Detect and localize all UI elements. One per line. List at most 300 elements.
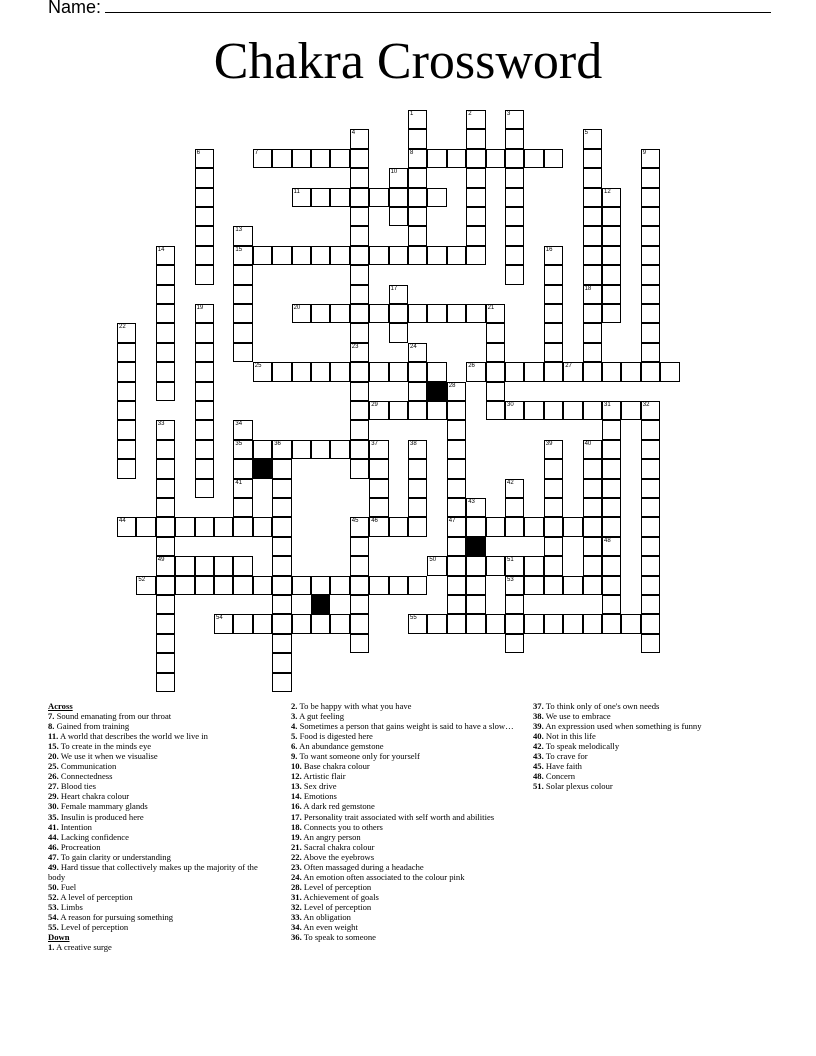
grid-cell[interactable] bbox=[117, 343, 136, 362]
grid-cell[interactable] bbox=[408, 304, 427, 323]
grid-cell[interactable] bbox=[311, 246, 330, 265]
grid-cell[interactable] bbox=[389, 168, 408, 187]
grid-cell[interactable] bbox=[369, 246, 388, 265]
grid-cell[interactable] bbox=[544, 440, 563, 459]
grid-cell[interactable] bbox=[175, 517, 194, 536]
grid-cell[interactable] bbox=[583, 129, 602, 148]
grid-cell[interactable] bbox=[156, 362, 175, 381]
grid-cell[interactable] bbox=[350, 401, 369, 420]
grid-cell[interactable] bbox=[583, 576, 602, 595]
grid-cell[interactable] bbox=[563, 614, 582, 633]
grid-cell[interactable] bbox=[563, 517, 582, 536]
grid-cell[interactable] bbox=[641, 576, 660, 595]
grid-cell[interactable] bbox=[466, 362, 485, 381]
grid-cell[interactable] bbox=[408, 246, 427, 265]
grid-cell[interactable] bbox=[486, 343, 505, 362]
grid-cell[interactable] bbox=[544, 401, 563, 420]
grid-cell[interactable] bbox=[195, 188, 214, 207]
grid-cell[interactable] bbox=[350, 168, 369, 187]
grid-cell[interactable] bbox=[350, 265, 369, 284]
grid-cell[interactable] bbox=[195, 517, 214, 536]
grid-cell[interactable] bbox=[253, 440, 272, 459]
grid-cell[interactable] bbox=[195, 323, 214, 342]
grid-cell[interactable] bbox=[602, 595, 621, 614]
grid-cell[interactable] bbox=[156, 576, 175, 595]
grid-cell[interactable] bbox=[292, 149, 311, 168]
grid-cell[interactable] bbox=[602, 265, 621, 284]
grid-cell[interactable] bbox=[466, 556, 485, 575]
grid-cell[interactable] bbox=[524, 614, 543, 633]
grid-cell[interactable] bbox=[330, 440, 349, 459]
grid-cell[interactable] bbox=[505, 362, 524, 381]
grid-cell[interactable] bbox=[544, 362, 563, 381]
grid-cell[interactable] bbox=[602, 362, 621, 381]
grid-cell[interactable] bbox=[233, 420, 252, 439]
grid-cell[interactable] bbox=[602, 479, 621, 498]
grid-cell[interactable] bbox=[466, 129, 485, 148]
grid-cell[interactable] bbox=[641, 459, 660, 478]
grid-cell[interactable] bbox=[602, 440, 621, 459]
grid-cell[interactable] bbox=[330, 304, 349, 323]
grid-cell[interactable] bbox=[583, 479, 602, 498]
grid-cell[interactable] bbox=[505, 576, 524, 595]
grid-cell[interactable] bbox=[253, 517, 272, 536]
grid-cell[interactable] bbox=[156, 323, 175, 342]
grid-cell[interactable] bbox=[641, 595, 660, 614]
grid-cell[interactable] bbox=[602, 576, 621, 595]
grid-cell[interactable] bbox=[272, 459, 291, 478]
grid-cell[interactable] bbox=[311, 304, 330, 323]
grid-cell[interactable] bbox=[447, 149, 466, 168]
grid-cell[interactable] bbox=[602, 614, 621, 633]
grid-cell[interactable] bbox=[350, 576, 369, 595]
grid-cell[interactable] bbox=[427, 304, 446, 323]
grid-cell[interactable] bbox=[505, 634, 524, 653]
grid-cell[interactable] bbox=[447, 595, 466, 614]
grid-cell[interactable] bbox=[466, 226, 485, 245]
grid-cell[interactable] bbox=[350, 614, 369, 633]
grid-cell[interactable] bbox=[350, 556, 369, 575]
grid-cell[interactable] bbox=[195, 265, 214, 284]
grid-cell[interactable] bbox=[272, 673, 291, 692]
grid-cell[interactable] bbox=[583, 614, 602, 633]
grid-cell[interactable] bbox=[350, 595, 369, 614]
grid-cell[interactable] bbox=[369, 362, 388, 381]
grid-cell[interactable] bbox=[524, 517, 543, 536]
grid-cell[interactable] bbox=[486, 362, 505, 381]
grid-cell[interactable] bbox=[156, 634, 175, 653]
grid-cell[interactable] bbox=[195, 226, 214, 245]
grid-cell[interactable] bbox=[563, 362, 582, 381]
grid-cell[interactable] bbox=[272, 149, 291, 168]
grid-cell[interactable] bbox=[641, 188, 660, 207]
grid-cell[interactable] bbox=[466, 614, 485, 633]
grid-cell[interactable] bbox=[233, 459, 252, 478]
grid-cell[interactable] bbox=[136, 576, 155, 595]
grid-cell[interactable] bbox=[330, 362, 349, 381]
grid-cell[interactable] bbox=[544, 149, 563, 168]
grid-cell[interactable] bbox=[641, 343, 660, 362]
grid-cell[interactable] bbox=[486, 401, 505, 420]
grid-cell[interactable] bbox=[505, 265, 524, 284]
grid-cell[interactable] bbox=[408, 401, 427, 420]
grid-cell[interactable] bbox=[544, 556, 563, 575]
grid-cell[interactable] bbox=[602, 459, 621, 478]
grid-cell[interactable] bbox=[447, 440, 466, 459]
grid-cell[interactable] bbox=[583, 207, 602, 226]
grid-cell[interactable] bbox=[350, 285, 369, 304]
grid-cell[interactable] bbox=[369, 440, 388, 459]
grid-cell[interactable] bbox=[641, 401, 660, 420]
grid-cell[interactable] bbox=[621, 401, 640, 420]
grid-cell[interactable] bbox=[233, 440, 252, 459]
grid-cell[interactable] bbox=[466, 576, 485, 595]
grid-cell[interactable] bbox=[660, 362, 679, 381]
grid-cell[interactable] bbox=[292, 188, 311, 207]
grid-cell[interactable] bbox=[389, 576, 408, 595]
grid-cell[interactable] bbox=[524, 149, 543, 168]
grid-cell[interactable] bbox=[330, 614, 349, 633]
grid-cell[interactable] bbox=[350, 304, 369, 323]
grid-cell[interactable] bbox=[156, 285, 175, 304]
grid-cell[interactable] bbox=[583, 517, 602, 536]
grid-cell[interactable] bbox=[505, 556, 524, 575]
grid-cell[interactable] bbox=[195, 479, 214, 498]
grid-cell[interactable] bbox=[117, 440, 136, 459]
grid-cell[interactable] bbox=[156, 440, 175, 459]
grid-cell[interactable] bbox=[641, 362, 660, 381]
grid-cell[interactable] bbox=[602, 246, 621, 265]
grid-cell[interactable] bbox=[330, 576, 349, 595]
grid-cell[interactable] bbox=[408, 207, 427, 226]
grid-cell[interactable] bbox=[641, 479, 660, 498]
grid-cell[interactable] bbox=[583, 265, 602, 284]
grid-cell[interactable] bbox=[466, 110, 485, 129]
grid-cell[interactable] bbox=[369, 576, 388, 595]
grid-cell[interactable] bbox=[350, 537, 369, 556]
grid-cell[interactable] bbox=[408, 517, 427, 536]
grid-cell[interactable] bbox=[641, 285, 660, 304]
grid-cell[interactable] bbox=[156, 459, 175, 478]
grid-cell[interactable] bbox=[466, 304, 485, 323]
grid-cell[interactable] bbox=[233, 285, 252, 304]
grid-cell[interactable] bbox=[408, 382, 427, 401]
grid-cell[interactable] bbox=[602, 401, 621, 420]
grid-cell[interactable] bbox=[544, 304, 563, 323]
grid-cell[interactable] bbox=[408, 362, 427, 381]
grid-cell[interactable] bbox=[156, 556, 175, 575]
grid-cell[interactable] bbox=[466, 188, 485, 207]
grid-cell[interactable] bbox=[466, 149, 485, 168]
grid-cell[interactable] bbox=[447, 304, 466, 323]
grid-cell[interactable] bbox=[156, 673, 175, 692]
grid-cell[interactable] bbox=[583, 246, 602, 265]
grid-cell[interactable] bbox=[156, 498, 175, 517]
grid-cell[interactable] bbox=[505, 479, 524, 498]
grid-cell[interactable] bbox=[427, 149, 446, 168]
grid-cell[interactable] bbox=[156, 653, 175, 672]
grid-cell[interactable] bbox=[641, 265, 660, 284]
grid-cell[interactable] bbox=[466, 595, 485, 614]
grid-cell[interactable] bbox=[583, 226, 602, 245]
grid-cell[interactable] bbox=[621, 362, 640, 381]
grid-cell[interactable] bbox=[583, 304, 602, 323]
grid-cell[interactable] bbox=[369, 517, 388, 536]
grid-cell[interactable] bbox=[272, 537, 291, 556]
grid-cell[interactable] bbox=[195, 556, 214, 575]
grid-cell[interactable] bbox=[195, 459, 214, 478]
grid-cell[interactable] bbox=[195, 207, 214, 226]
grid-cell[interactable] bbox=[350, 343, 369, 362]
grid-cell[interactable] bbox=[408, 343, 427, 362]
grid-cell[interactable] bbox=[156, 517, 175, 536]
grid-cell[interactable] bbox=[292, 362, 311, 381]
grid-cell[interactable] bbox=[389, 304, 408, 323]
grid-cell[interactable] bbox=[486, 304, 505, 323]
grid-cell[interactable] bbox=[505, 188, 524, 207]
grid-cell[interactable] bbox=[602, 556, 621, 575]
grid-cell[interactable] bbox=[214, 517, 233, 536]
grid-cell[interactable] bbox=[447, 382, 466, 401]
grid-cell[interactable] bbox=[602, 304, 621, 323]
grid-cell[interactable] bbox=[544, 576, 563, 595]
grid-cell[interactable] bbox=[350, 634, 369, 653]
grid-cell[interactable] bbox=[486, 556, 505, 575]
grid-cell[interactable] bbox=[369, 479, 388, 498]
grid-cell[interactable] bbox=[350, 440, 369, 459]
grid-cell[interactable] bbox=[602, 188, 621, 207]
grid-cell[interactable] bbox=[195, 362, 214, 381]
grid-cell[interactable] bbox=[563, 576, 582, 595]
grid-cell[interactable] bbox=[156, 246, 175, 265]
grid-cell[interactable] bbox=[233, 323, 252, 342]
grid-cell[interactable] bbox=[505, 129, 524, 148]
grid-cell[interactable] bbox=[350, 382, 369, 401]
grid-cell[interactable] bbox=[311, 614, 330, 633]
grid-cell[interactable] bbox=[156, 382, 175, 401]
grid-cell[interactable] bbox=[524, 362, 543, 381]
grid-cell[interactable] bbox=[330, 188, 349, 207]
grid-cell[interactable] bbox=[156, 420, 175, 439]
grid-cell[interactable] bbox=[466, 207, 485, 226]
grid-cell[interactable] bbox=[389, 362, 408, 381]
grid-cell[interactable] bbox=[195, 420, 214, 439]
grid-cell[interactable] bbox=[544, 537, 563, 556]
grid-cell[interactable] bbox=[350, 517, 369, 536]
grid-cell[interactable] bbox=[272, 576, 291, 595]
grid-cell[interactable] bbox=[544, 479, 563, 498]
grid-cell[interactable] bbox=[602, 517, 621, 536]
grid-cell[interactable] bbox=[311, 149, 330, 168]
grid-cell[interactable] bbox=[641, 420, 660, 439]
grid-cell[interactable] bbox=[408, 459, 427, 478]
grid-cell[interactable] bbox=[583, 323, 602, 342]
grid-cell[interactable] bbox=[175, 556, 194, 575]
grid-cell[interactable] bbox=[583, 440, 602, 459]
grid-cell[interactable] bbox=[195, 401, 214, 420]
grid-cell[interactable] bbox=[408, 614, 427, 633]
grid-cell[interactable] bbox=[214, 614, 233, 633]
grid-cell[interactable] bbox=[602, 207, 621, 226]
grid-cell[interactable] bbox=[136, 517, 155, 536]
grid-cell[interactable] bbox=[486, 149, 505, 168]
grid-cell[interactable] bbox=[602, 226, 621, 245]
grid-cell[interactable] bbox=[117, 401, 136, 420]
grid-cell[interactable] bbox=[272, 517, 291, 536]
grid-cell[interactable] bbox=[544, 285, 563, 304]
grid-cell[interactable] bbox=[447, 537, 466, 556]
grid-cell[interactable] bbox=[447, 614, 466, 633]
grid-cell[interactable] bbox=[427, 246, 446, 265]
grid-cell[interactable] bbox=[505, 226, 524, 245]
grid-cell[interactable] bbox=[641, 537, 660, 556]
grid-cell[interactable] bbox=[544, 459, 563, 478]
grid-cell[interactable] bbox=[641, 226, 660, 245]
grid-cell[interactable] bbox=[486, 382, 505, 401]
grid-cell[interactable] bbox=[524, 576, 543, 595]
grid-cell[interactable] bbox=[641, 246, 660, 265]
grid-cell[interactable] bbox=[233, 479, 252, 498]
grid-cell[interactable] bbox=[447, 246, 466, 265]
grid-cell[interactable] bbox=[427, 556, 446, 575]
grid-cell[interactable] bbox=[272, 595, 291, 614]
grid-cell[interactable] bbox=[233, 246, 252, 265]
grid-cell[interactable] bbox=[505, 401, 524, 420]
grid-cell[interactable] bbox=[641, 149, 660, 168]
grid-cell[interactable] bbox=[544, 343, 563, 362]
grid-cell[interactable] bbox=[156, 595, 175, 614]
grid-cell[interactable] bbox=[544, 498, 563, 517]
grid-cell[interactable] bbox=[505, 498, 524, 517]
grid-cell[interactable] bbox=[272, 498, 291, 517]
grid-cell[interactable] bbox=[641, 207, 660, 226]
grid-cell[interactable] bbox=[544, 517, 563, 536]
grid-cell[interactable] bbox=[641, 323, 660, 342]
grid-cell[interactable] bbox=[447, 576, 466, 595]
grid-cell[interactable] bbox=[389, 401, 408, 420]
grid-cell[interactable] bbox=[466, 246, 485, 265]
grid-cell[interactable] bbox=[486, 517, 505, 536]
grid-cell[interactable] bbox=[350, 188, 369, 207]
grid-cell[interactable] bbox=[544, 614, 563, 633]
grid-cell[interactable] bbox=[408, 498, 427, 517]
grid-cell[interactable] bbox=[233, 265, 252, 284]
grid-cell[interactable] bbox=[330, 149, 349, 168]
grid-cell[interactable] bbox=[311, 576, 330, 595]
grid-cell[interactable] bbox=[350, 459, 369, 478]
grid-cell[interactable] bbox=[505, 614, 524, 633]
grid-cell[interactable] bbox=[505, 149, 524, 168]
grid-cell[interactable] bbox=[602, 420, 621, 439]
grid-cell[interactable] bbox=[583, 285, 602, 304]
grid-cell[interactable] bbox=[641, 168, 660, 187]
grid-cell[interactable] bbox=[427, 401, 446, 420]
grid-cell[interactable] bbox=[369, 401, 388, 420]
grid-cell[interactable] bbox=[350, 362, 369, 381]
grid-cell[interactable] bbox=[447, 459, 466, 478]
grid-cell[interactable] bbox=[505, 595, 524, 614]
grid-cell[interactable] bbox=[447, 517, 466, 536]
grid-cell[interactable] bbox=[233, 517, 252, 536]
grid-cell[interactable] bbox=[214, 556, 233, 575]
grid-cell[interactable] bbox=[117, 420, 136, 439]
grid-cell[interactable] bbox=[233, 498, 252, 517]
grid-cell[interactable] bbox=[195, 149, 214, 168]
grid-cell[interactable] bbox=[253, 246, 272, 265]
grid-cell[interactable] bbox=[156, 265, 175, 284]
grid-cell[interactable] bbox=[156, 479, 175, 498]
grid-cell[interactable] bbox=[350, 246, 369, 265]
grid-cell[interactable] bbox=[195, 168, 214, 187]
grid-cell[interactable] bbox=[602, 285, 621, 304]
grid-cell[interactable] bbox=[292, 614, 311, 633]
grid-cell[interactable] bbox=[117, 323, 136, 342]
grid-cell[interactable] bbox=[350, 323, 369, 342]
grid-cell[interactable] bbox=[641, 304, 660, 323]
grid-cell[interactable] bbox=[195, 576, 214, 595]
grid-cell[interactable] bbox=[447, 401, 466, 420]
grid-cell[interactable] bbox=[408, 479, 427, 498]
grid-cell[interactable] bbox=[544, 265, 563, 284]
grid-cell[interactable] bbox=[408, 149, 427, 168]
grid-cell[interactable] bbox=[427, 614, 446, 633]
grid-cell[interactable] bbox=[156, 537, 175, 556]
grid-cell[interactable] bbox=[389, 246, 408, 265]
grid-cell[interactable] bbox=[524, 401, 543, 420]
grid-cell[interactable] bbox=[195, 343, 214, 362]
grid-cell[interactable] bbox=[117, 382, 136, 401]
grid-cell[interactable] bbox=[389, 188, 408, 207]
grid-cell[interactable] bbox=[408, 576, 427, 595]
grid-cell[interactable] bbox=[233, 304, 252, 323]
grid-cell[interactable] bbox=[602, 498, 621, 517]
grid-cell[interactable] bbox=[156, 343, 175, 362]
grid-cell[interactable] bbox=[233, 343, 252, 362]
grid-cell[interactable] bbox=[175, 576, 194, 595]
grid-cell[interactable] bbox=[233, 226, 252, 245]
grid-cell[interactable] bbox=[272, 362, 291, 381]
grid-cell[interactable] bbox=[330, 246, 349, 265]
grid-cell[interactable] bbox=[408, 440, 427, 459]
grid-cell[interactable] bbox=[447, 479, 466, 498]
grid-cell[interactable] bbox=[641, 634, 660, 653]
grid-cell[interactable] bbox=[505, 110, 524, 129]
grid-cell[interactable] bbox=[389, 207, 408, 226]
grid-cell[interactable] bbox=[253, 149, 272, 168]
grid-cell[interactable] bbox=[292, 440, 311, 459]
grid-cell[interactable] bbox=[486, 323, 505, 342]
grid-cell[interactable] bbox=[156, 614, 175, 633]
grid-cell[interactable] bbox=[563, 401, 582, 420]
grid-cell[interactable] bbox=[311, 440, 330, 459]
grid-cell[interactable] bbox=[389, 517, 408, 536]
grid-cell[interactable] bbox=[505, 207, 524, 226]
grid-cell[interactable] bbox=[486, 614, 505, 633]
grid-cell[interactable] bbox=[408, 188, 427, 207]
grid-cell[interactable] bbox=[369, 498, 388, 517]
grid-cell[interactable] bbox=[427, 188, 446, 207]
grid-cell[interactable] bbox=[272, 653, 291, 672]
grid-cell[interactable] bbox=[408, 129, 427, 148]
grid-cell[interactable] bbox=[214, 576, 233, 595]
grid-cell[interactable] bbox=[253, 362, 272, 381]
grid-cell[interactable] bbox=[583, 343, 602, 362]
grid-cell[interactable] bbox=[253, 576, 272, 595]
grid-cell[interactable] bbox=[195, 304, 214, 323]
grid-cell[interactable] bbox=[408, 168, 427, 187]
grid-cell[interactable] bbox=[505, 246, 524, 265]
grid-cell[interactable] bbox=[292, 304, 311, 323]
